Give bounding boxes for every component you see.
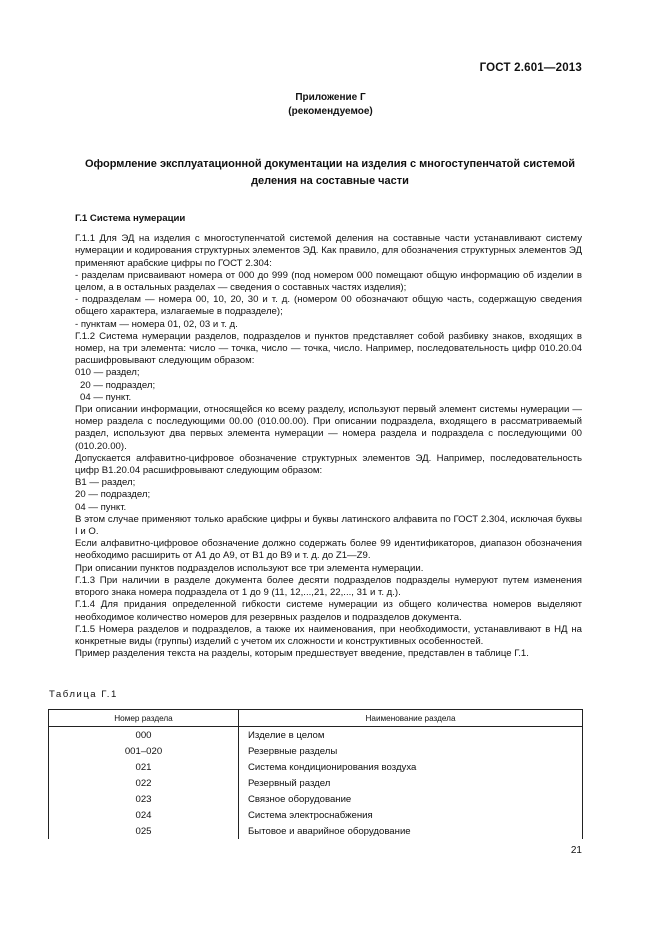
sequence-item: 20 — подраздел; — [75, 489, 151, 501]
section-name-cell: Изделие в целом — [239, 727, 583, 744]
sequence-item: В1 — раздел; — [75, 477, 136, 489]
paragraph: Г.1.4 Для придания определенной гибкости системе нумерации из общего количества номеров выделяют необходимое количество номеров для резервных разделов и подразделов документа. — [75, 599, 582, 623]
table-row — [49, 759, 583, 775]
section-name-cell: Резервный раздел — [239, 775, 583, 791]
sequence-item: 20 — подраздел; — [80, 379, 156, 391]
paragraph: - пунктам — номера 01, 02, 03 и т. д. — [75, 318, 238, 330]
section-number-cell: 001–020 — [49, 743, 239, 759]
paragraph: Г.1.3 При наличии в разделе документа более десяти подразделов подразделы нумеруют путем изменения второго знака номера подраздела от 1 до 9 (11, 12,...,21, 22,..., 31 и т. д.). — [75, 574, 582, 599]
appendix-heading — [0, 91, 661, 119]
section-heading: Г.1 Система нумерации — [75, 213, 186, 224]
table-row — [49, 823, 583, 839]
sequence-item: 010 — раздел; — [75, 367, 140, 379]
section-number-cell: 024 — [49, 807, 239, 823]
page-number: 21 — [570, 845, 582, 856]
paragraph: При описании информации, относящейся ко всему разделу, используют первый элемент системы нумерации — номер раздела с последующими 00.00 (010.00.00). При описании подраздела, входящего в рассматриваемый раздел, используют два первых элемента нумерации — номера раздела и подраздела с последующими 00 (010.20.00). — [75, 404, 582, 452]
paragraph: - разделам присваивают номера от 000 до 999 (под номером 000 помещают общую информацию об изделии в целом, а в остальных разделах — сведения о составных частях изделия); — [75, 269, 582, 294]
appendix-subtitle: (рекомендуемое) — [288, 106, 373, 117]
appendix-title: Приложение Г — [295, 92, 366, 103]
sequence-item: 04 — пункт. — [80, 391, 132, 403]
section-number-cell: 025 — [49, 823, 239, 839]
column-header-number: Номер раздела — [49, 710, 239, 727]
body-text — [75, 213, 582, 660]
sections-table — [48, 709, 583, 839]
document-title — [60, 156, 600, 190]
table-row — [49, 807, 583, 823]
table-row — [49, 775, 583, 791]
section-name-cell: Система электроснабжения — [239, 807, 583, 823]
document-title-line-2: деления на составные части — [251, 175, 409, 187]
section-name-cell: Система кондиционирования воздуха — [239, 759, 583, 775]
paragraph: При описании пунктов подразделов используют все три элемента нумерации. — [75, 562, 424, 574]
document-title-line-1: Оформление эксплуатационной документации на изделия с многоступенчатой системой — [84, 158, 576, 170]
paragraph: В этом случае применяют только арабские цифры и буквы латинского алфавита по ГОСТ 2.304, исключая буквы I и O. — [75, 513, 582, 538]
paragraph: Г.1.5 Номера разделов и подразделов, а также их наименования, при необходимости, устанавливают в НД на конкретные виды (группы) изделий с учетом их сложности и конструктивных особенностей. — [75, 623, 582, 647]
table-row — [49, 743, 583, 759]
standard-header: ГОСТ 2.601—2013 — [479, 62, 582, 74]
paragraph: Если алфавитно-цифровое обозначение должно содержать более 99 идентификаторов, диапазон обозначения необходимо расширить от А1 до А9, от В1 до В9 и т. д. до Z1—Z9. — [75, 538, 582, 562]
paragraph: Г.1.1 Для ЭД на изделия с многоступенчатой системой деления на составные части устанавливают систему нумерации и кодирования структурных элементов ЭД. Как правило, для обозначения структурных элементов ЭД применяют арабские цифры по ГОСТ 2.304: — [75, 233, 582, 269]
paragraph: Г.1.2 Система нумерации разделов, подразделов и пунктов представляет собой разбивку знаков, входящих в номер, на три элемента: число — точка, число — точка, число. Например, последовательность цифр 010.20.04 расшифровывают следующим образом: — [75, 330, 582, 367]
section-name-cell: Бытовое и аварийное оборудование — [239, 823, 583, 839]
paragraph: Пример разделения текста на разделы, которым предшествует введение, представлен в таблице Г.1. — [75, 648, 529, 660]
paragraph: - подразделам — номера 00, 10, 20, 30 и т. д. (номером 00 обозначают общую часть, содержащую сведения общего характера, излагаемые в подразделе); — [75, 294, 582, 318]
section-number-cell: 021 — [49, 759, 239, 775]
section-number-cell: 023 — [49, 791, 239, 807]
sequence-item: 04 — пункт. — [75, 501, 127, 513]
table-caption: Таблица Г.1 — [49, 689, 118, 700]
column-header-name: Наименование раздела — [239, 710, 583, 727]
section-number-cell: 000 — [49, 727, 239, 744]
section-name-cell: Связное оборудование — [239, 791, 583, 807]
section-name-cell: Резервные разделы — [239, 743, 583, 759]
paragraph: Допускается алфавитно-цифровое обозначение структурных элементов ЭД. Например, последовательность цифр В1.20.04 расшифровывают следующим образом: — [75, 452, 582, 477]
table-row — [49, 791, 583, 807]
section-number-cell: 022 — [49, 775, 239, 791]
table-row — [49, 727, 583, 744]
